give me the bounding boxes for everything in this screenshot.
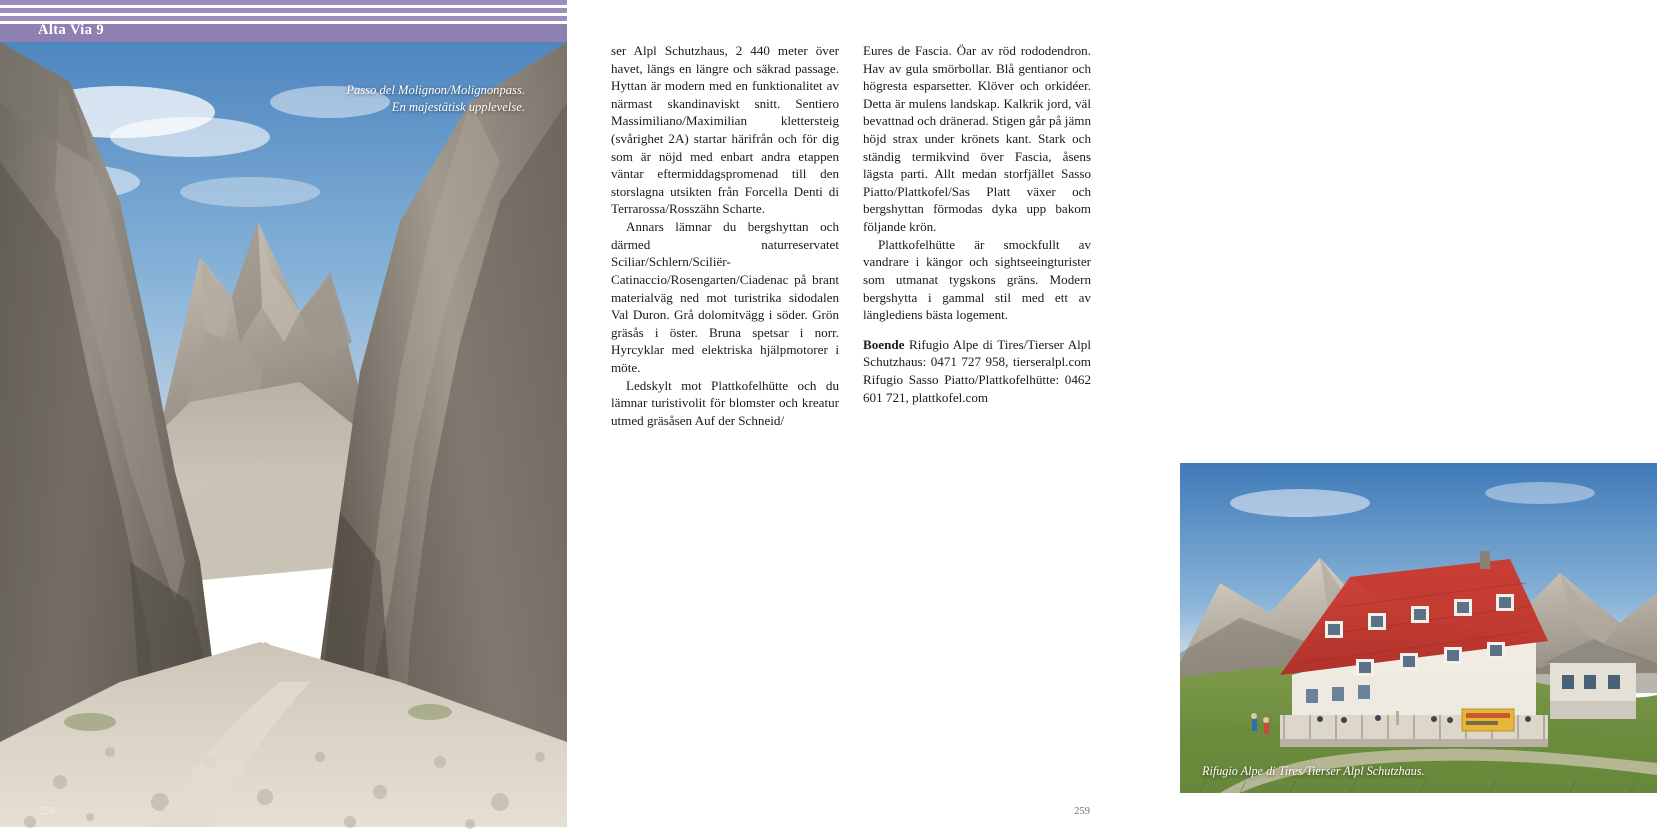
photo-caption-main	[265, 82, 525, 116]
running-head: Alta Via 9	[38, 22, 105, 38]
paragraph: Eures de Fascia. Öar av röd rododendron. Hav av gula smörbollar. Blå gentianor och högresta esparsetter. Klöver och orkidéer. Detta är mulens landskap. Kalkrik jord, väl bevattnad och dränerad. Stigen går på jämn höjd strax under krönets kant. Stark och ständig termikvind över Fascia, åsens lägsta parti. Allt medan storfjället Sasso Piatto/Plattkofel/Sas Platt växer och bergshyttan förmodas dyka upp bakom följande krön.	[863, 43, 1091, 235]
mountain-gorge-illustration	[0, 42, 567, 827]
paragraph: Ledskylt mot Plattkofelhütte och du lämnar turistivolit för blomster och kreatur utmed gräsåsen Auf der Schneid/	[611, 377, 839, 428]
paragraph: Annars lämnar du bergshyttan och därmed naturreservatet Sciliar/Schlern/Sciliër-Catinaccio/Rosengarten/Ciadenac på brant materialväg ned mot turistrika sidodalen Val Duron. Grå dolomitvägg i söder. Grön gräsås i öster. Bruna spetsar i norr. Hyrcyklar med elektriska hjälpmotorer i möte.	[611, 219, 839, 375]
right-page	[567, 0, 1425, 827]
lodge-photo	[1180, 463, 1657, 793]
folio-right: 259	[1074, 806, 1090, 817]
lodge-illustration	[1180, 463, 1657, 793]
photo-caption-main-line2: En majestätisk upplevelse.	[391, 100, 525, 114]
lodging-label: Boende	[863, 336, 905, 352]
paragraph: ser Alpl Schutzhaus, 2 440 meter över havet, längs en längre och säkrad passage. Hyttan är modern med en funktionalitet av närmast skandinaviskt snitt. Sentiero Massimiliano/Maximilian klettersteig (svårighet 2A) startar härifrån och för dig som är nöjd med enbart andra etappen väntar eftermiddagspromenad till den storslagna utsikten från Forcella Denti di Terrarossa/Rosszähn Scharte.	[611, 43, 839, 217]
photo-caption-main-line1: Passo del Molignon/Molignonpass.	[346, 83, 525, 97]
text-columns	[611, 42, 1091, 429]
lodging-text: Rifugio Alpe di Tires/Tierser Alpl Schutzhaus: 0471 727 958, tierseralpl.com Rifugio Sasso Piatto/Plattkofelhütte: 0462 601 721, plattkofel.com	[863, 336, 1091, 405]
photo-caption-lodge: Rifugio Alpe di Tires/Tierser Alpl Schutzhaus.	[1202, 764, 1425, 778]
mountain-gorge-photo	[0, 42, 567, 827]
column-one	[611, 42, 839, 429]
folio-left: 258	[40, 806, 55, 817]
lodging-info	[863, 336, 1091, 406]
column-two	[863, 42, 1091, 429]
left-page	[0, 0, 567, 827]
paragraph: Plattkofelhütte är smockfullt av vandrare i kängor och sightseeingturister som utmanat tygskons gräns. Modern bergshytta i gammal stil med ett av länglediens bästa logement.	[863, 236, 1091, 323]
